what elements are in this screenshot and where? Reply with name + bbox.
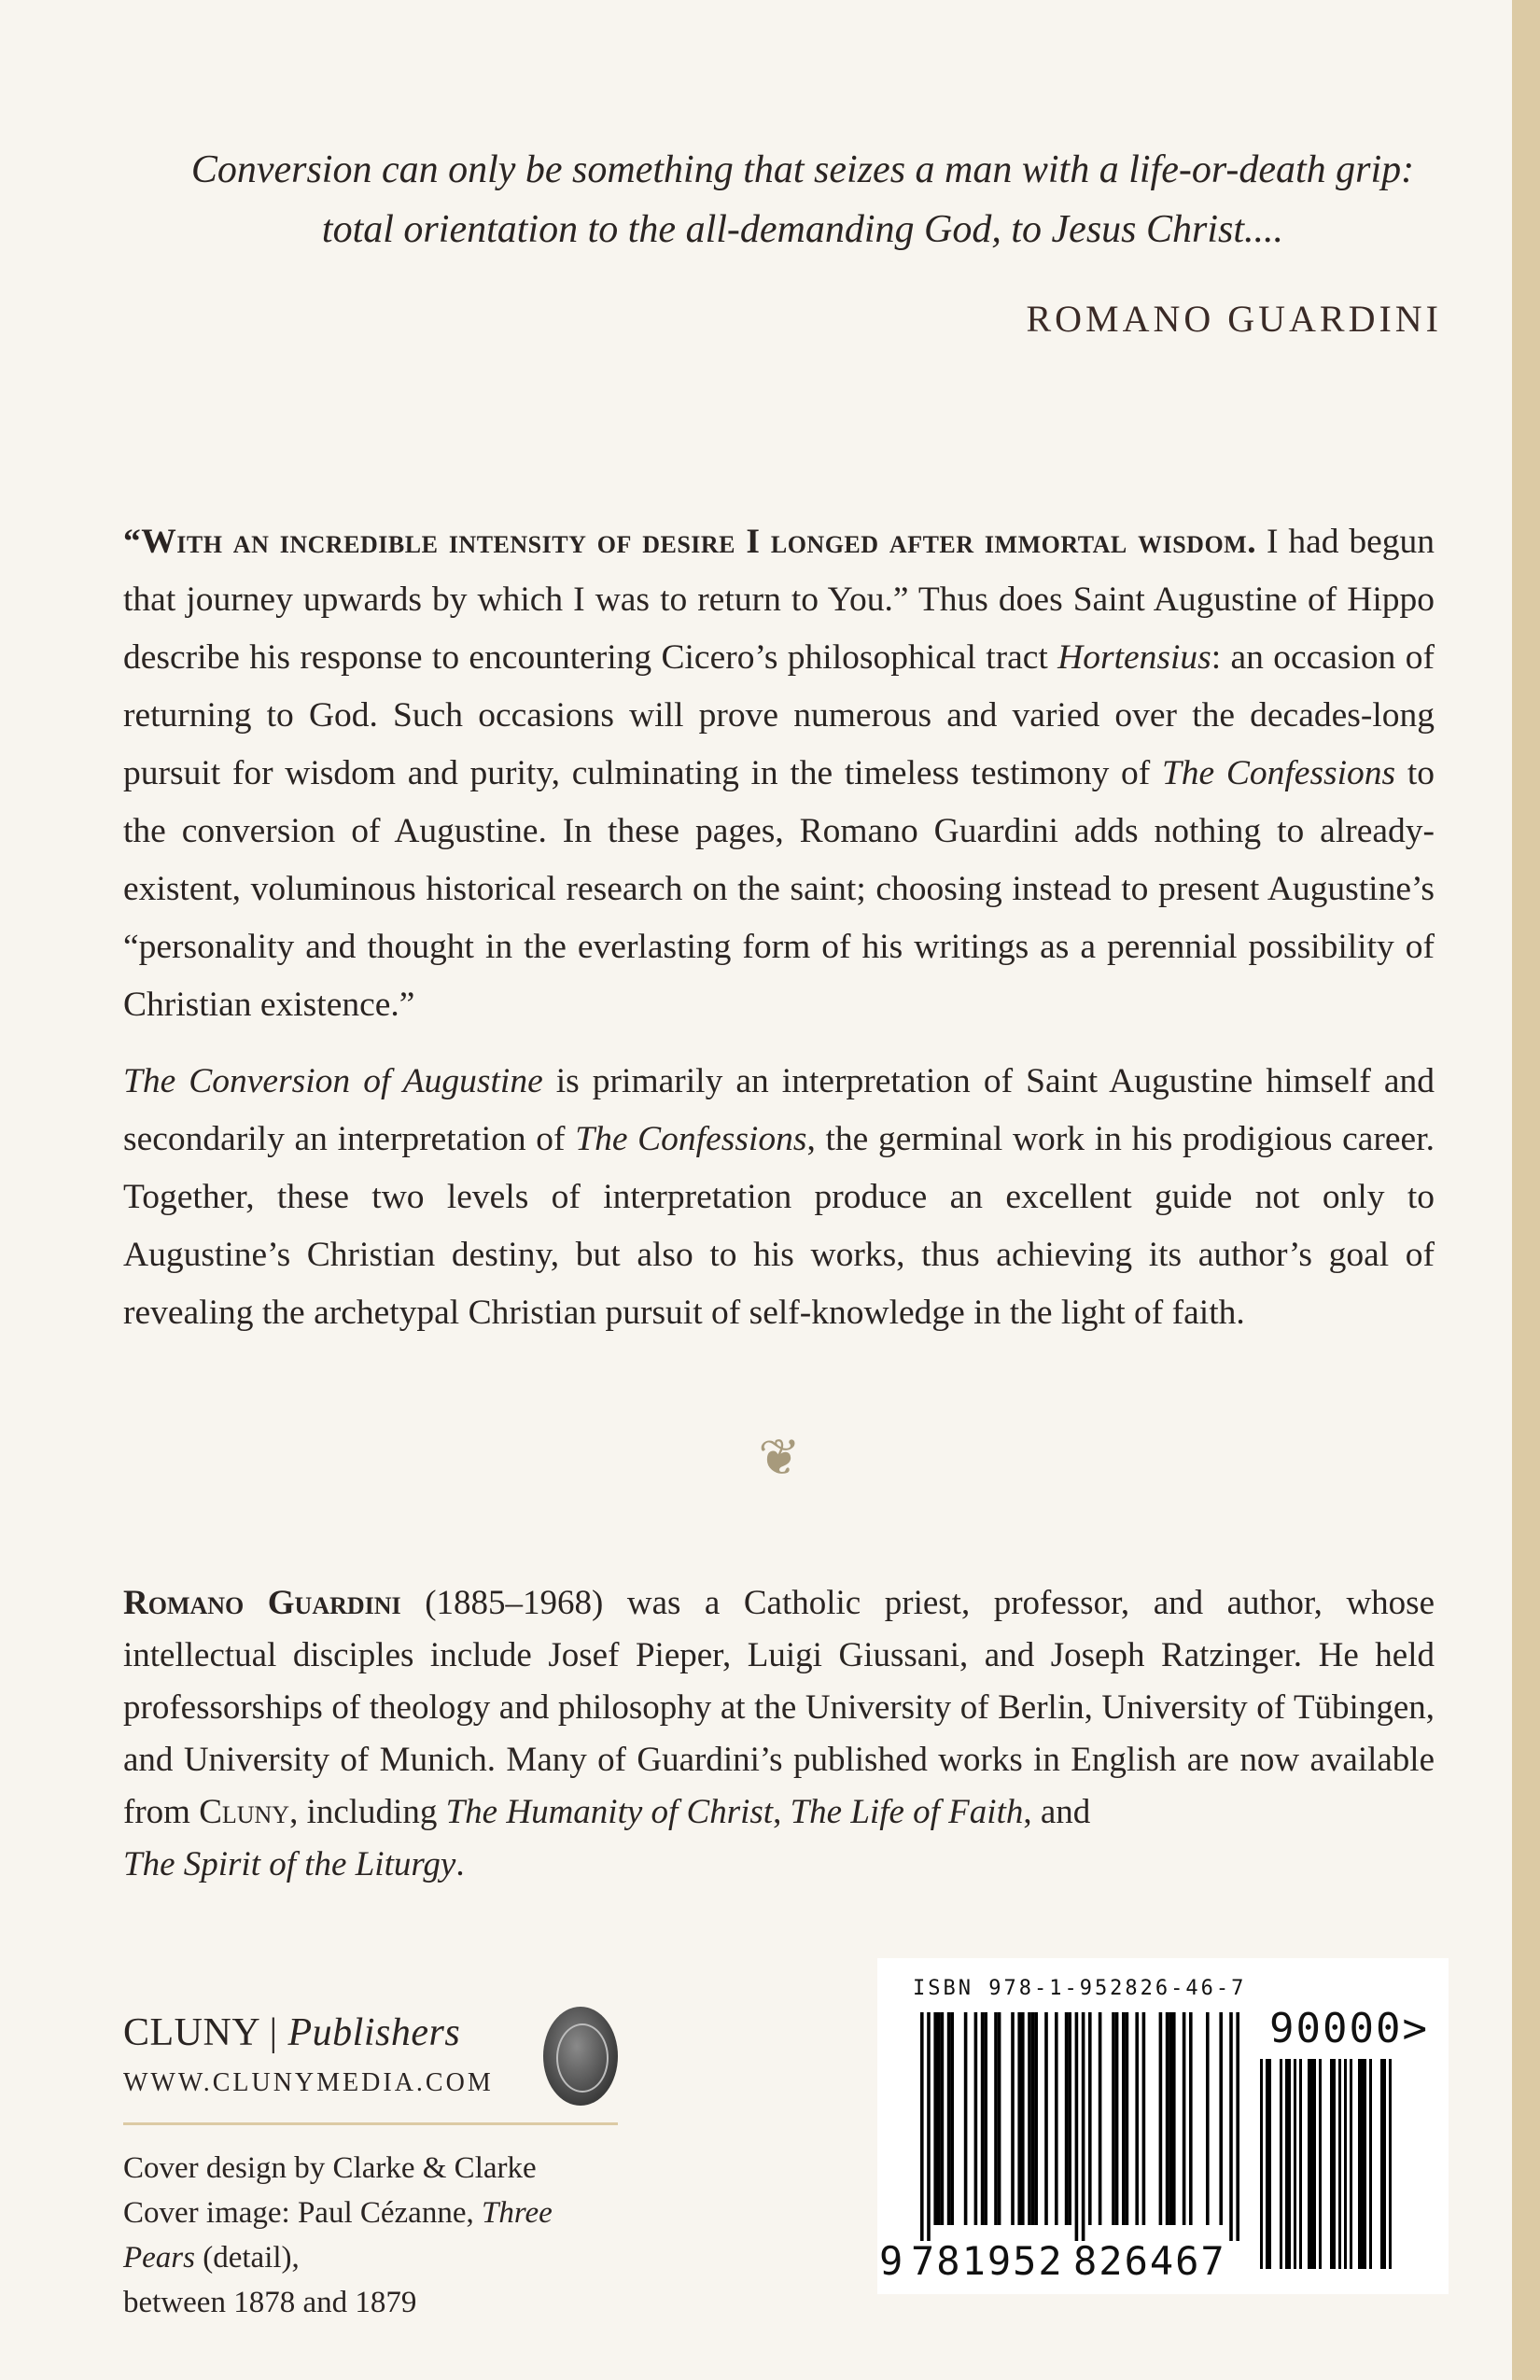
chalice-seal-icon: [543, 2007, 618, 2106]
barcode-bar: [1021, 2012, 1025, 2225]
publisher-wordmark: CLUNY: [123, 2011, 259, 2054]
title-humanity-of-christ: The Humanity of Christ: [445, 1793, 774, 1831]
barcode-bar: [1122, 2012, 1126, 2225]
ean-digits-left: 781952: [911, 2238, 1064, 2284]
addon-bar: [1380, 2059, 1383, 2269]
barcode-bar: [1034, 2012, 1038, 2225]
addon-bar: [1268, 2059, 1271, 2269]
title-spirit-of-the-liturgy: The Spirit of the Liturgy: [123, 1845, 456, 1883]
cover-image-date: between 1878 and 1879: [123, 2286, 417, 2319]
barcode-bar: [1082, 2012, 1085, 2241]
addon-bar: [1308, 2059, 1310, 2269]
ean-digits-right: 826467: [1073, 2238, 1226, 2284]
barcode-bar: [927, 2012, 931, 2241]
addon-bar: [1313, 2059, 1316, 2269]
barcode-bar: [941, 2012, 945, 2225]
ean13-barcode: [905, 2012, 1251, 2241]
barcode-bar: [964, 2012, 968, 2225]
author-name: Romano Guardini: [123, 1584, 401, 1622]
addon-bar: [1330, 2059, 1333, 2269]
barcode-bar: [1142, 2012, 1146, 2225]
bio-text: , including: [289, 1793, 446, 1831]
epigraph-attribution: ROMANO GUARDINI: [1026, 298, 1442, 340]
cover-credits: [123, 2146, 618, 2325]
barcode-bar: [1031, 2012, 1035, 2225]
cover-image-suffix: (detail),: [195, 2241, 300, 2275]
addon-bar: [1266, 2059, 1268, 2269]
barcode-bar: [984, 2012, 987, 2225]
barcode-bar: [1075, 2012, 1079, 2241]
bio-text: .: [455, 1845, 465, 1883]
barcode-bar: [1229, 2012, 1233, 2241]
ean-digit-first: 9: [879, 2238, 903, 2284]
barcode-bar: [947, 2012, 951, 2225]
barcode-bar: [1044, 2012, 1048, 2225]
addon-bar: [1389, 2059, 1392, 2269]
publisher-url: WWW.CLUNYMEDIA.COM: [123, 2068, 494, 2097]
barcode-bar: [1172, 2012, 1176, 2225]
spine-strip: [1512, 0, 1540, 2380]
description-paragraph-1: [123, 513, 1435, 1034]
addon-bar: [1358, 2059, 1361, 2269]
barcode-bar: [1126, 2012, 1129, 2225]
publisher-rule: [123, 2122, 618, 2125]
addon-bar: [1288, 2059, 1291, 2269]
epigraph-quote: Conversion can only be something that seizes a man with a life-or-death grip: total orientation to the all-demanding God, to Jesus Christ....: [190, 148, 1415, 251]
description-lead-in: “With an incredible intensity of desire I longed after immortal wisdom.: [123, 523, 1257, 561]
barcode-bar: [1236, 2012, 1239, 2241]
barcode-bar: [1219, 2012, 1223, 2225]
barcode-bar: [1159, 2012, 1163, 2225]
barcode-bar: [981, 2012, 985, 2225]
isbn-label: ISBN 978-1-952826-46-7: [913, 1977, 1247, 2000]
barcode-bar: [933, 2012, 937, 2225]
bio-text: , and: [1023, 1793, 1091, 1831]
book-description: [123, 513, 1435, 1361]
description-text: I had begun that journey upwards by which I was to return to You.” Thus does Saint Augustine of Hippo describe his response to encountering Cicero’s philosophical tract: [123, 523, 1435, 677]
cover-image-credit: [123, 2191, 618, 2280]
bio-text: (1885–1968) was a Catholic priest, professor, and author, whose intellectual disciples include Josef Pieper, Luigi Giussani, and Joseph Ratzinger. He held professorships of theology and philosophy at the University of Berlin, University of Tübingen, and University of Munich. Many of Guardini’s published works in English are now available from: [123, 1584, 1435, 1831]
addon-bar: [1260, 2059, 1263, 2269]
description-text: is primarily an interpretation of Saint Augustine himself and secondarily an interpretation of: [123, 1062, 1435, 1158]
cover-image-title: Three Pears: [123, 2196, 553, 2275]
cover-design-credit: Cover design by Clarke & Clarke: [123, 2151, 537, 2185]
barcode-bar: [1206, 2012, 1210, 2225]
barcode-bar: [1065, 2012, 1069, 2225]
publisher-divider: |: [259, 2011, 288, 2054]
barcode-box: [877, 1958, 1449, 2294]
addon-bar: [1319, 2059, 1322, 2269]
barcode-bar: [1017, 2012, 1021, 2225]
fleuron-ornament-icon: ❦: [758, 1430, 801, 1486]
barcode-bar: [998, 2012, 1001, 2225]
addon-bar: [1285, 2059, 1288, 2269]
title-confessions: The Confessions: [575, 1120, 807, 1158]
barcode-bar: [1055, 2012, 1058, 2225]
title-hortensius: Hortensius: [1057, 638, 1211, 677]
description-paragraph-2: [123, 1053, 1435, 1342]
addon-bar: [1361, 2059, 1364, 2269]
addon-bar: [1333, 2059, 1336, 2269]
barcode-bar: [1068, 2012, 1071, 2225]
bio-text: ,: [773, 1793, 791, 1831]
addon-bar: [1383, 2059, 1386, 2269]
cover-image-prefix: Cover image: Paul Cézanne,: [123, 2196, 482, 2230]
barcode-bar: [994, 2012, 998, 2225]
title-confessions: The Confessions: [1161, 754, 1396, 792]
addon-bar: [1350, 2059, 1352, 2269]
barcode-bar: [1112, 2012, 1115, 2225]
barcode-bar: [920, 2012, 924, 2241]
price-addon-label: 90000>: [1269, 2005, 1429, 2052]
barcode-bar: [1088, 2012, 1092, 2225]
barcode-bar: [1011, 2012, 1015, 2225]
barcode-bar: [1169, 2012, 1172, 2225]
addon-bar: [1338, 2059, 1341, 2269]
title-conversion-of-augustine: The Conversion of Augustine: [123, 1062, 543, 1100]
description-text: , the germinal work in his prodigious career. Together, these two levels of interpretation produce an excellent guide not only to Augustine’s Christian destiny, but also to his works, thus achieving its author’s goal of revealing the archetypal Christian pursuit of self-knowledge in the light of faith.: [123, 1120, 1435, 1332]
addon-bar: [1369, 2059, 1372, 2269]
publisher-mention: Cluny: [199, 1793, 290, 1831]
addon-bar: [1344, 2059, 1347, 2269]
barcode-bar: [1183, 2012, 1186, 2225]
addon-bar: [1280, 2059, 1282, 2269]
barcode-bar: [1028, 2012, 1031, 2225]
barcode-bar: [937, 2012, 941, 2225]
addon-bar: [1299, 2059, 1302, 2269]
barcode-bar: [1135, 2012, 1139, 2225]
barcode-bar: [1166, 2012, 1169, 2225]
barcode-bar: [1099, 2012, 1102, 2225]
barcode-bar: [1189, 2012, 1193, 2225]
barcode-bar: [1115, 2012, 1119, 2225]
description-text: : an occasion of returning to God. Such occasions will prove numerous and varied over the decades-long pursuit for wisdom and purity, culminating in the timeless testimony of: [123, 638, 1435, 792]
addon-barcode: [1260, 2059, 1400, 2269]
barcode-bar: [974, 2012, 978, 2225]
addon-bar: [1310, 2059, 1313, 2269]
description-text: to the conversion of Augustine. In these pages, Romano Guardini adds nothing to already-existent, voluminous historical research on the saint; choosing instead to present Augustine’s “personality and thought in the everlasting form of his writings as a perennial possibility of Christian existence.”: [123, 754, 1435, 1024]
barcode-bar: [950, 2012, 954, 2225]
publisher-imprint: Publishers: [287, 2011, 461, 2054]
author-bio: [123, 1577, 1435, 1891]
title-life-of-faith: The Life of Faith: [790, 1793, 1024, 1831]
addon-bar: [1364, 2059, 1366, 2269]
addon-bar: [1294, 2059, 1296, 2269]
